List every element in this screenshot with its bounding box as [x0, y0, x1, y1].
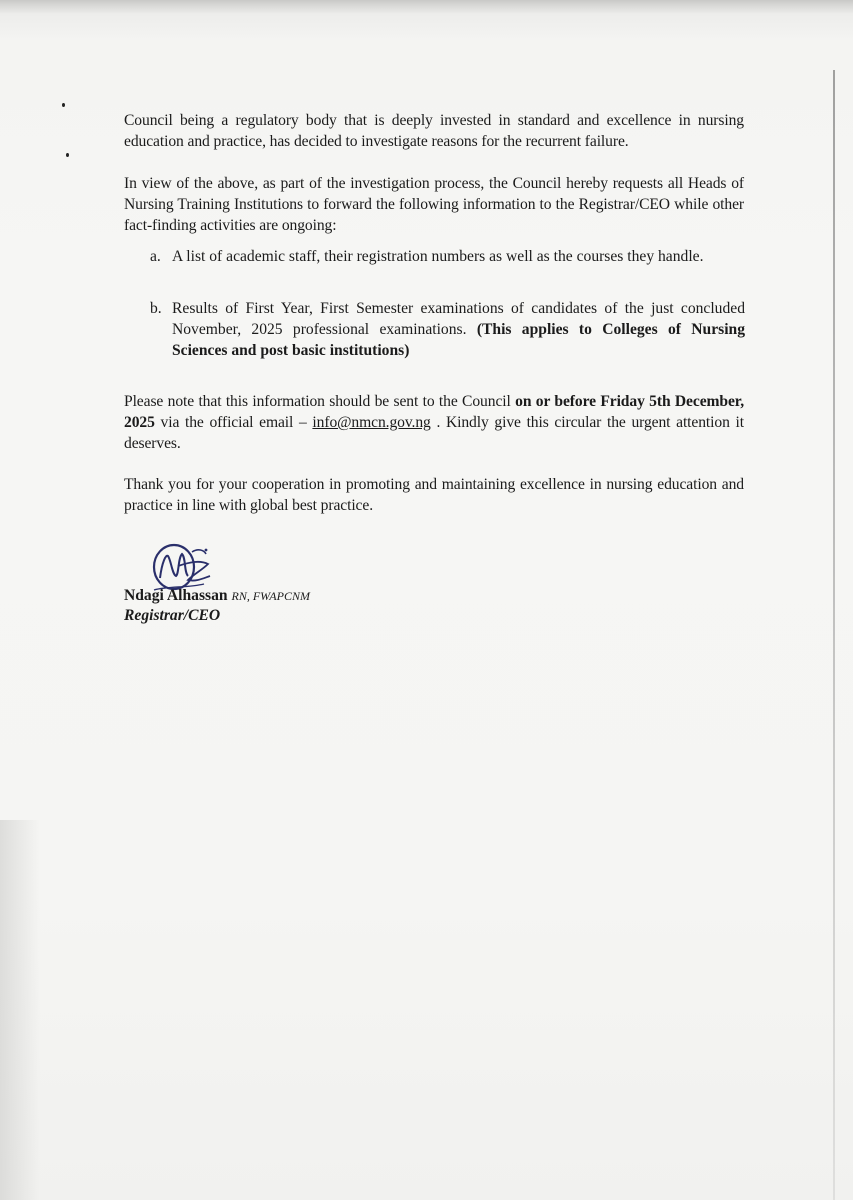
paragraph-deadline: [124, 391, 744, 454]
email-link[interactable]: info@nmcn.gov.ng: [312, 414, 431, 431]
signatory-post-nominals: RN, FWAPCNM: [231, 589, 310, 603]
scan-speck: [66, 153, 69, 157]
signatory-role: Registrar/CEO: [124, 607, 221, 624]
deadline-date: on or before Friday 5th December, 2025: [124, 393, 744, 431]
paragraph-request-information: In view of the above, as part of the investigation process, the Council hereby requests all Heads of Nursing Training Institutions to forward the following information to the Registrar/CEO while other fact-finding activities are ongoing:: [124, 175, 744, 234]
list-item-bold-note: (This applies to Colleges of Nursing Sciences and post basic institutions): [172, 321, 745, 359]
list-item-text: Results of First Year, First Semester examinations of candidates of the just concluded November, 2025 professional examinations.: [172, 300, 745, 338]
scan-speck: [62, 103, 65, 107]
list-marker: b.: [150, 300, 162, 317]
signatory-name-line: [124, 587, 310, 605]
list-item-text: A list of academic staff, their registration numbers as well as the courses they handle.: [172, 248, 704, 265]
page-top-edge: [0, 0, 853, 14]
list-item: [150, 298, 745, 361]
page-left-shadow: [0, 820, 40, 1200]
page-right-edge: [833, 70, 835, 1200]
paragraph-council-investigation: Council being a regulatory body that is deeply invested in standard and excellence in nursing education and practice, has decided to investigate reasons for the recurrent failure.: [124, 112, 744, 150]
signatory-name: Ndagi Alhassan: [124, 587, 228, 604]
deadline-text-middle: via the official email –: [154, 414, 313, 431]
paragraph-thank-you: Thank you for your cooperation in promoting and maintaining excellence in nursing education and practice in line with global best practice.: [124, 476, 744, 514]
deadline-text-end: . Kindly give this circular the urgent attention it deserves.: [124, 414, 744, 452]
list-item: [150, 246, 745, 267]
list-marker: a.: [150, 248, 161, 265]
deadline-text-start: Please note that this information should be sent to the Council: [124, 393, 516, 410]
